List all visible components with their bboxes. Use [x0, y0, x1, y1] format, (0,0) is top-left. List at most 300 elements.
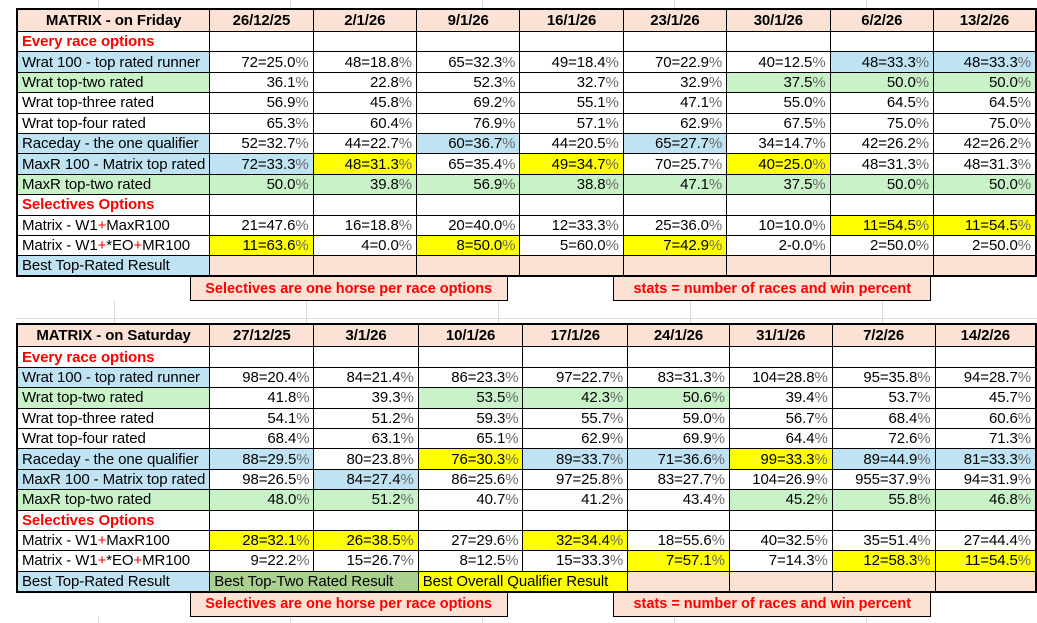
- percent-sign: %: [812, 94, 826, 112]
- percent-sign: %: [605, 135, 619, 153]
- sheet-cell[interactable]: 50.0%: [933, 174, 1036, 194]
- sheet-cell[interactable]: 76=30.3%: [418, 449, 523, 469]
- sheet-cell[interactable]: 37.5%: [727, 174, 830, 194]
- sheet-cell[interactable]: 68.4%: [210, 428, 314, 448]
- percent-sign: %: [605, 237, 619, 255]
- empty-cell[interactable]: [417, 32, 520, 52]
- empty-cell[interactable]: [210, 347, 314, 367]
- empty-cell[interactable]: [935, 510, 1036, 530]
- sheet-cell[interactable]: 56.9%: [210, 93, 313, 113]
- percent-sign: %: [1017, 389, 1031, 407]
- sheet-cell[interactable]: 28=32.1%: [210, 530, 314, 550]
- sheet-cell[interactable]: 53.7%: [832, 388, 935, 408]
- sheet-cell[interactable]: 84=27.4%: [314, 469, 418, 489]
- empty-cell[interactable]: [729, 347, 832, 367]
- sheet-cell[interactable]: 11=54.5%: [933, 215, 1036, 235]
- percent-sign: %: [398, 74, 412, 92]
- percent-sign: %: [708, 216, 723, 234]
- empty-cell[interactable]: [520, 195, 623, 215]
- sheet-cell[interactable]: 15=26.7%: [314, 551, 418, 571]
- percent-sign: %: [708, 74, 723, 92]
- sheet-cell[interactable]: 40=32.5%: [729, 530, 832, 550]
- top-margin: [0, 0, 1037, 8]
- sheet-cell[interactable]: 104=26.9%: [729, 469, 832, 489]
- percent-sign: %: [814, 368, 828, 386]
- percent-sign: %: [812, 237, 826, 255]
- sheet-cell[interactable]: 97=25.8%: [523, 469, 628, 489]
- percent-sign: %: [1017, 430, 1031, 448]
- sheet-cell[interactable]: 99=33.3%: [729, 449, 832, 469]
- sheet-cell[interactable]: 5=60.0%: [520, 236, 623, 256]
- date-header[interactable]: 30/1/26: [727, 9, 830, 32]
- row-label[interactable]: Matrix - W1+*EO+MR100: [17, 551, 210, 571]
- sheet-cell[interactable]: 75.0%: [933, 113, 1036, 133]
- percent-sign: %: [605, 155, 619, 173]
- sheet-cell[interactable]: 65=32.3%: [417, 52, 520, 72]
- red-plus: +: [97, 237, 107, 255]
- sheet-cell[interactable]: 97=22.7%: [523, 367, 628, 387]
- sheet-cell[interactable]: 45.2%: [729, 490, 832, 510]
- date-header[interactable]: 3/1/26: [314, 324, 418, 347]
- empty-cell[interactable]: [933, 195, 1036, 215]
- row-label[interactable]: MaxR top-two rated: [17, 490, 210, 510]
- sheet-cell[interactable]: 72=25.0%: [210, 52, 313, 72]
- row-label[interactable]: Wrat 100 - top rated runner: [17, 367, 210, 387]
- sheet-cell[interactable]: 44=22.7%: [313, 134, 416, 154]
- row-label[interactable]: Matrix - W1+MaxR100: [17, 215, 210, 235]
- row-label[interactable]: Wrat top-four rated: [17, 428, 210, 448]
- sheet-cell[interactable]: 32.9%: [623, 72, 726, 92]
- sheet-cell[interactable]: 9=22.2%: [210, 551, 314, 571]
- sheet-cell[interactable]: 83=31.3%: [628, 367, 730, 387]
- sheet-cell[interactable]: 16=18.8%: [313, 215, 416, 235]
- empty-cell[interactable]: [623, 32, 726, 52]
- empty-cell[interactable]: [314, 347, 418, 367]
- percent-sign: %: [1017, 491, 1031, 509]
- sheet-cell[interactable]: 25=36.0%: [623, 215, 726, 235]
- empty-cell[interactable]: [523, 510, 628, 530]
- sheet-cell[interactable]: 53.5%: [418, 388, 523, 408]
- sheet-cell[interactable]: 75.0%: [830, 113, 933, 133]
- percent-sign: %: [814, 409, 828, 427]
- percent-sign: %: [505, 450, 519, 468]
- sheet-cell[interactable]: 56.9%: [417, 174, 520, 194]
- row-label[interactable]: Wrat top-two rated: [17, 388, 210, 408]
- sheet-cell[interactable]: 35=51.4%: [832, 530, 935, 550]
- sheet-cell[interactable]: 22.8%: [313, 72, 416, 92]
- sheet-cell[interactable]: 76.9%: [417, 113, 520, 133]
- sheet-cell[interactable]: 86=23.3%: [418, 367, 523, 387]
- row-label[interactable]: Every race options: [17, 32, 210, 52]
- percent-sign: %: [917, 470, 931, 488]
- date-header[interactable]: 23/1/26: [623, 9, 726, 32]
- date-header[interactable]: 9/1/26: [417, 9, 520, 32]
- percent-sign: %: [295, 74, 309, 92]
- percent-sign: %: [1017, 74, 1031, 92]
- empty-cell[interactable]: [832, 571, 935, 591]
- date-header[interactable]: 24/1/26: [628, 324, 730, 347]
- percent-sign: %: [295, 216, 309, 234]
- sheet-cell[interactable]: 65.1%: [418, 428, 523, 448]
- sheet-cell[interactable]: 2=50.0%: [830, 236, 933, 256]
- date-header[interactable]: 14/2/26: [935, 324, 1036, 347]
- sheet-cell[interactable]: 51.2%: [314, 408, 418, 428]
- date-header[interactable]: 7/2/26: [832, 324, 935, 347]
- sheet-cell[interactable]: 44=20.5%: [520, 134, 623, 154]
- percent-sign: %: [915, 176, 929, 194]
- empty-cell[interactable]: [418, 347, 523, 367]
- sheet-cell[interactable]: 55.1%: [520, 93, 623, 113]
- percent-sign: %: [915, 53, 929, 71]
- sheet-cell[interactable]: 72.6%: [832, 428, 935, 448]
- sheet-cell[interactable]: 50.0%: [830, 174, 933, 194]
- stats-note: stats = number of races and win percent: [613, 277, 931, 301]
- stats-note: stats = number of races and win percent: [613, 593, 931, 617]
- percent-sign: %: [711, 450, 725, 468]
- sheet-cell[interactable]: 71=36.6%: [628, 449, 730, 469]
- percent-sign: %: [708, 94, 723, 112]
- date-header[interactable]: 2/1/26: [313, 9, 416, 32]
- row-label[interactable]: Wrat top-three rated: [17, 408, 210, 428]
- empty-cell[interactable]: [520, 32, 623, 52]
- row-label[interactable]: MaxR top-two rated: [17, 174, 210, 194]
- percent-sign: %: [398, 135, 412, 153]
- percent-sign: %: [398, 237, 412, 255]
- empty-cell[interactable]: [313, 32, 416, 52]
- sheet-cell[interactable]: 2=50.0%: [933, 236, 1036, 256]
- empty-cell[interactable]: [520, 256, 623, 276]
- percent-sign: %: [502, 53, 516, 71]
- sheet-cell[interactable]: 34=14.7%: [727, 134, 830, 154]
- percent-sign: %: [812, 74, 826, 92]
- percent-sign: %: [915, 114, 929, 132]
- percent-sign: %: [295, 53, 309, 71]
- date-header[interactable]: 17/1/26: [523, 324, 628, 347]
- sheet-cell[interactable]: 49=18.4%: [520, 52, 623, 72]
- sheet-cell[interactable]: 55.0%: [727, 93, 830, 113]
- sheet-cell[interactable]: 69.2%: [417, 93, 520, 113]
- percent-sign: %: [609, 409, 624, 427]
- sheet-cell[interactable]: 955=37.9%: [832, 469, 935, 489]
- date-header[interactable]: 31/1/26: [729, 324, 832, 347]
- sheet-cell[interactable]: 86=25.6%: [418, 469, 523, 489]
- friday-title[interactable]: MATRIX - on Friday: [17, 9, 210, 32]
- sheet-cell[interactable]: 41.2%: [523, 490, 628, 510]
- date-header[interactable]: 27/12/25: [210, 324, 314, 347]
- sheet-cell[interactable]: 80=23.8%: [314, 449, 418, 469]
- empty-cell[interactable]: [628, 347, 730, 367]
- sheet-cell[interactable]: 11=54.5%: [935, 551, 1036, 571]
- sheet-cell[interactable]: 52.3%: [417, 72, 520, 92]
- empty-cell[interactable]: [935, 347, 1036, 367]
- table-gap: [16, 301, 1037, 323]
- row-label[interactable]: Raceday - the one qualifier: [17, 449, 210, 469]
- empty-cell[interactable]: [933, 256, 1036, 276]
- sheet-cell[interactable]: 18=55.6%: [628, 530, 730, 550]
- sheet-cell[interactable]: 48=33.3%: [830, 52, 933, 72]
- row-label[interactable]: Every race options: [17, 347, 210, 367]
- empty-cell[interactable]: [832, 510, 935, 530]
- sheet-cell[interactable]: 32.7%: [520, 72, 623, 92]
- sheet-cell[interactable]: 51.2%: [314, 490, 418, 510]
- percent-sign: %: [605, 114, 619, 132]
- sheet-cell[interactable]: 7=57.1%: [628, 551, 730, 571]
- sheet-cell[interactable]: 60=36.7%: [417, 134, 520, 154]
- sheet: [16, 8, 1037, 617]
- percent-sign: %: [400, 470, 414, 488]
- sheet-cell[interactable]: 50.6%: [628, 388, 730, 408]
- sheet-cell[interactable]: 71.3%: [935, 428, 1036, 448]
- sheet-cell[interactable]: 65.3%: [210, 113, 313, 133]
- percent-sign: %: [1017, 216, 1031, 234]
- sheet-cell[interactable]: 40=25.0%: [727, 154, 830, 174]
- sheet-cell[interactable]: 65=27.7%: [623, 134, 726, 154]
- red-plus: +: [133, 552, 143, 570]
- sheet-cell[interactable]: 8=12.5%: [418, 551, 523, 571]
- date-header[interactable]: 13/2/26: [933, 9, 1036, 32]
- sheet-cell[interactable]: 59.0%: [628, 408, 730, 428]
- percent-sign: %: [814, 532, 828, 550]
- sheet-cell[interactable]: 11=63.6%: [210, 236, 313, 256]
- percent-sign: %: [398, 53, 412, 71]
- empty-cell[interactable]: [832, 347, 935, 367]
- row-label[interactable]: MaxR 100 - Matrix top rated: [17, 469, 210, 489]
- empty-cell[interactable]: [935, 571, 1036, 591]
- empty-cell[interactable]: [210, 32, 313, 52]
- sheet-cell[interactable]: 48=18.8%: [313, 52, 416, 72]
- sheet-cell[interactable]: 88=29.5%: [210, 449, 314, 469]
- sheet-cell[interactable]: 54.1%: [210, 408, 314, 428]
- sheet-cell[interactable]: 12=33.3%: [520, 215, 623, 235]
- percent-sign: %: [502, 176, 516, 194]
- sheet-cell[interactable]: Best Overall Qualifier Result: [418, 571, 627, 591]
- sheet-cell[interactable]: 55.7%: [523, 408, 628, 428]
- sheet-cell[interactable]: 49=34.7%: [520, 154, 623, 174]
- row-label[interactable]: Selectives Options: [17, 195, 210, 215]
- sheet-cell[interactable]: 63.1%: [314, 428, 418, 448]
- selectives-note: Selectives are one horse per race options: [190, 277, 508, 301]
- sheet-cell[interactable]: 64.4%: [729, 428, 832, 448]
- sheet-cell[interactable]: 7=14.3%: [729, 551, 832, 571]
- sheet-cell[interactable]: 12=58.3%: [832, 551, 935, 571]
- sheet-cell[interactable]: 72=33.3%: [210, 154, 313, 174]
- sheet-cell[interactable]: 81=33.3%: [935, 449, 1036, 469]
- sheet-cell[interactable]: 42=26.2%: [933, 134, 1036, 154]
- sheet-cell[interactable]: 67.5%: [727, 113, 830, 133]
- sheet-cell[interactable]: 62.9%: [623, 113, 726, 133]
- date-header[interactable]: 6/2/26: [830, 9, 933, 32]
- sheet-cell[interactable]: 50.0%: [933, 72, 1036, 92]
- sheet-cell[interactable]: 69.9%: [628, 428, 730, 448]
- sheet-cell[interactable]: 10=10.0%: [727, 215, 830, 235]
- row-label[interactable]: Wrat top-three rated: [17, 93, 210, 113]
- sheet-cell[interactable]: 83=27.7%: [628, 469, 730, 489]
- sheet-cell[interactable]: 43.4%: [628, 490, 730, 510]
- sheet-cell[interactable]: 46.8%: [935, 490, 1036, 510]
- empty-cell[interactable]: [417, 256, 520, 276]
- sheet-cell[interactable]: 94=31.9%: [935, 469, 1036, 489]
- empty-cell[interactable]: [628, 510, 730, 530]
- empty-cell[interactable]: [727, 256, 830, 276]
- percent-sign: %: [814, 389, 828, 407]
- row-label[interactable]: Best Top-Rated Result: [17, 256, 210, 276]
- empty-cell[interactable]: [729, 571, 832, 591]
- sheet-cell[interactable]: 48=33.3%: [933, 52, 1036, 72]
- percent-sign: %: [609, 389, 624, 407]
- selectives-note: Selectives are one horse per race options: [190, 593, 508, 617]
- note-spacer: [931, 593, 1037, 617]
- sheet-cell[interactable]: 70=22.9%: [623, 52, 726, 72]
- sheet-cell[interactable]: 40=12.5%: [727, 52, 830, 72]
- empty-cell[interactable]: [418, 510, 523, 530]
- empty-cell[interactable]: [417, 195, 520, 215]
- sheet-cell[interactable]: 45.8%: [313, 93, 416, 113]
- friday-note-row: [16, 277, 1037, 301]
- date-header[interactable]: 26/12/25: [210, 9, 313, 32]
- sheet-cell[interactable]: 95=35.8%: [832, 367, 935, 387]
- row-label[interactable]: Matrix - W1+MaxR100: [17, 530, 210, 550]
- sheet-cell[interactable]: 39.3%: [314, 388, 418, 408]
- percent-sign: %: [295, 94, 309, 112]
- sheet-cell[interactable]: 27=29.6%: [418, 530, 523, 550]
- empty-cell[interactable]: [830, 256, 933, 276]
- sheet-cell[interactable]: 64.5%: [830, 93, 933, 113]
- sheet-cell[interactable]: 40.7%: [418, 490, 523, 510]
- sheet-cell[interactable]: 55.8%: [832, 490, 935, 510]
- empty-cell[interactable]: [623, 195, 726, 215]
- percent-sign: %: [400, 430, 414, 448]
- empty-cell[interactable]: [729, 510, 832, 530]
- empty-cell[interactable]: [314, 510, 418, 530]
- row-label[interactable]: Selectives Options: [17, 510, 210, 530]
- sheet-cell[interactable]: 20=40.0%: [417, 215, 520, 235]
- percent-sign: %: [296, 532, 310, 550]
- row-label[interactable]: MaxR 100 - Matrix top rated: [17, 154, 210, 174]
- percent-sign: %: [708, 114, 723, 132]
- sheet-cell[interactable]: 11=54.5%: [830, 215, 933, 235]
- sheet-cell[interactable]: 48.0%: [210, 490, 314, 510]
- sheet-cell[interactable]: 104=28.8%: [729, 367, 832, 387]
- sheet-cell[interactable]: 45.7%: [935, 388, 1036, 408]
- sheet-cell[interactable]: 94=28.7%: [935, 367, 1036, 387]
- empty-cell[interactable]: [210, 195, 313, 215]
- empty-cell[interactable]: [623, 256, 726, 276]
- sheet-cell[interactable]: 52=32.7%: [210, 134, 313, 154]
- empty-cell[interactable]: [313, 195, 416, 215]
- sheet-cell[interactable]: 59.3%: [418, 408, 523, 428]
- row-label[interactable]: Best Top-Rated Result: [17, 571, 210, 591]
- sheet-cell[interactable]: 4=0.0%: [313, 236, 416, 256]
- sheet-cell[interactable]: 98=26.5%: [210, 469, 314, 489]
- row-label[interactable]: Wrat top-two rated: [17, 72, 210, 92]
- row-label[interactable]: Raceday - the one qualifier: [17, 134, 210, 154]
- sheet-cell[interactable]: 57.1%: [520, 113, 623, 133]
- row-label[interactable]: Matrix - W1+*EO+MR100: [17, 236, 210, 256]
- empty-cell[interactable]: [628, 571, 730, 591]
- sheet-cell[interactable]: 26=38.5%: [314, 530, 418, 550]
- sheet-cell[interactable]: 50.0%: [210, 174, 313, 194]
- sheet-cell[interactable]: 8=50.0%: [417, 236, 520, 256]
- sheet-cell[interactable]: 56.7%: [729, 408, 832, 428]
- empty-cell[interactable]: [830, 195, 933, 215]
- sheet-cell[interactable]: 70=25.7%: [623, 154, 726, 174]
- percent-sign: %: [295, 237, 309, 255]
- empty-cell[interactable]: [933, 32, 1036, 52]
- sheet-cell[interactable]: 65=35.4%: [417, 154, 520, 174]
- sheet-cell[interactable]: 48=31.3%: [933, 154, 1036, 174]
- empty-cell[interactable]: [727, 32, 830, 52]
- sheet-cell[interactable]: 21=47.6%: [210, 215, 313, 235]
- date-header[interactable]: 10/1/26: [418, 324, 523, 347]
- sheet-cell[interactable]: 47.1%: [623, 174, 726, 194]
- percent-sign: %: [296, 409, 310, 427]
- sheet-cell[interactable]: 42=26.2%: [830, 134, 933, 154]
- percent-sign: %: [609, 368, 624, 386]
- saturday-title[interactable]: MATRIX - on Saturday: [17, 324, 210, 347]
- empty-cell[interactable]: [210, 256, 313, 276]
- percent-sign: %: [711, 430, 725, 448]
- sheet-cell[interactable]: 60.4%: [313, 113, 416, 133]
- sheet-cell[interactable]: 15=33.3%: [523, 551, 628, 571]
- empty-cell[interactable]: [313, 256, 416, 276]
- sheet-cell[interactable]: 36.1%: [210, 72, 313, 92]
- sheet-cell[interactable]: 64.5%: [933, 93, 1036, 113]
- sheet-cell[interactable]: Best Top-Two Rated Result: [210, 571, 419, 591]
- sheet-cell[interactable]: 7=42.9%: [623, 236, 726, 256]
- sheet-cell[interactable]: 84=21.4%: [314, 367, 418, 387]
- sheet-cell[interactable]: 42.3%: [523, 388, 628, 408]
- percent-sign: %: [1017, 532, 1031, 550]
- sheet-cell[interactable]: 47.1%: [623, 93, 726, 113]
- percent-sign: %: [605, 176, 619, 194]
- date-header[interactable]: 16/1/26: [520, 9, 623, 32]
- percent-sign: %: [609, 470, 624, 488]
- empty-cell[interactable]: [523, 347, 628, 367]
- sheet-cell[interactable]: 27=44.4%: [935, 530, 1036, 550]
- percent-sign: %: [915, 94, 929, 112]
- percent-sign: %: [1017, 368, 1031, 386]
- row-label[interactable]: Wrat top-four rated: [17, 113, 210, 133]
- sheet-cell[interactable]: 39.4%: [729, 388, 832, 408]
- percent-sign: %: [917, 368, 931, 386]
- sheet-cell[interactable]: 41.8%: [210, 388, 314, 408]
- empty-cell[interactable]: [727, 195, 830, 215]
- sheet-cell[interactable]: 2-0.0%: [727, 236, 830, 256]
- empty-cell[interactable]: [210, 510, 314, 530]
- percent-sign: %: [812, 135, 826, 153]
- sheet-cell[interactable]: 60.6%: [935, 408, 1036, 428]
- empty-cell[interactable]: [830, 32, 933, 52]
- friday-table: [16, 8, 1037, 277]
- row-label[interactable]: Wrat 100 - top rated runner: [17, 52, 210, 72]
- sheet-cell[interactable]: 48=31.3%: [313, 154, 416, 174]
- sheet-cell[interactable]: 48=31.3%: [830, 154, 933, 174]
- sheet-cell[interactable]: 62.9%: [523, 428, 628, 448]
- percent-sign: %: [814, 430, 828, 448]
- percent-sign: %: [711, 368, 725, 386]
- sheet-cell[interactable]: 89=44.9%: [832, 449, 935, 469]
- percent-sign: %: [605, 74, 619, 92]
- sheet-cell[interactable]: 37.5%: [727, 72, 830, 92]
- sheet-cell[interactable]: 32=34.4%: [523, 530, 628, 550]
- sheet-cell[interactable]: 38.8%: [520, 174, 623, 194]
- sheet-cell[interactable]: 98=20.4%: [210, 367, 314, 387]
- sheet-cell[interactable]: 39.8%: [313, 174, 416, 194]
- sheet-cell[interactable]: 68.4%: [832, 408, 935, 428]
- red-plus: +: [133, 237, 143, 255]
- sheet-cell[interactable]: 50.0%: [830, 72, 933, 92]
- sheet-cell[interactable]: 89=33.7%: [523, 449, 628, 469]
